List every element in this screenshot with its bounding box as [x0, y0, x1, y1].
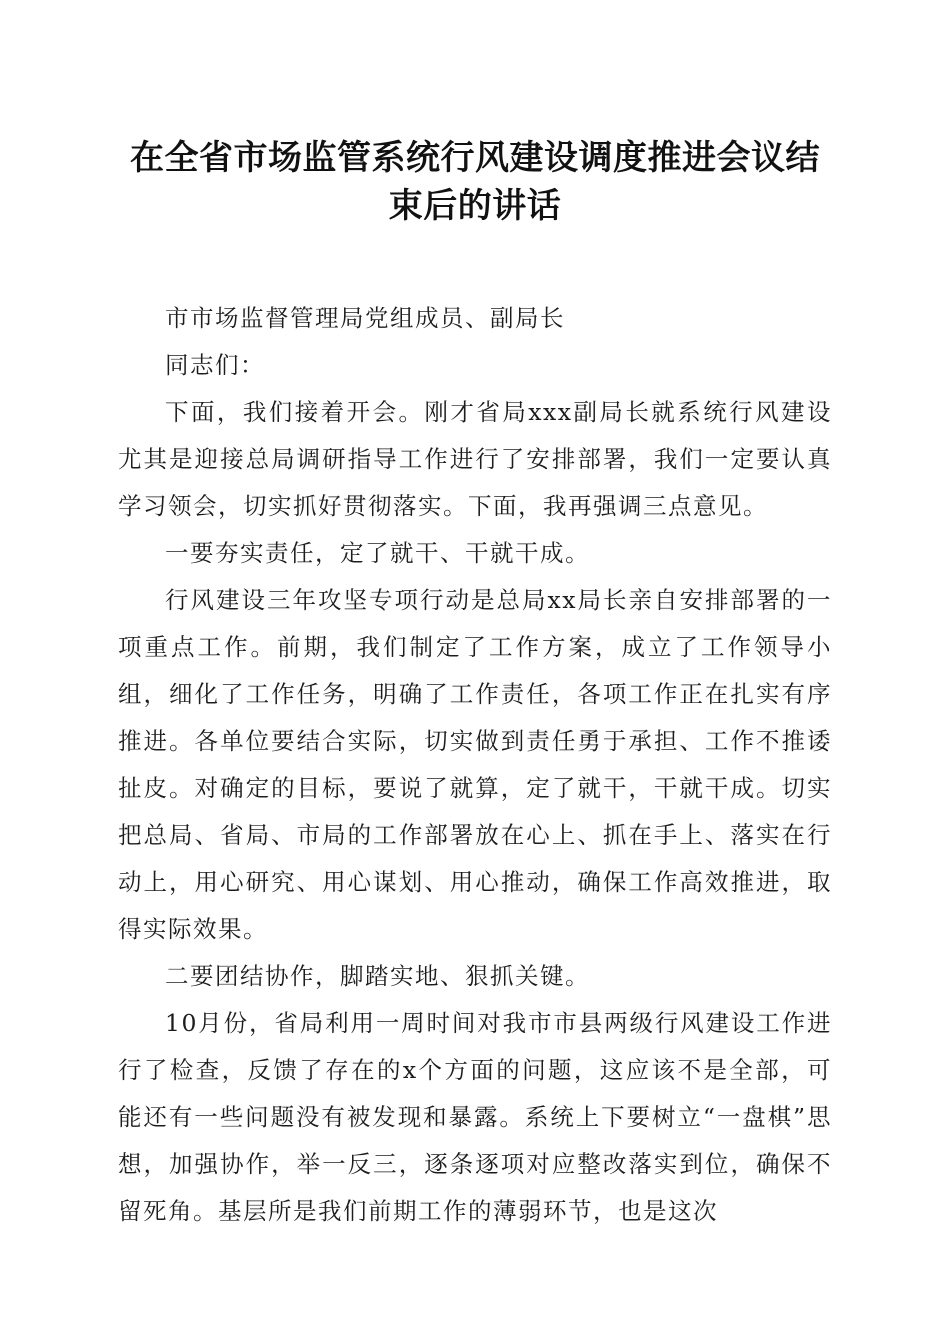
document-body: [118, 295, 832, 1235]
heading-point-1: 一要夯实责任，定了就干、干就干成。: [165, 539, 590, 567]
document-title: [118, 134, 832, 230]
paragraph-point-2: 10月份，省局利用一周时间对我市市县两级行风建设工作进行了检查，反馈了存在的x个方面的问题，这应该不是全部，可能还有一些问题没有被发现和暴露。系统上下要树立“一盘棋”思想，加强协作，举一反三，逐条逐项对应整改落实到位，确保不留死角。基层所是我们前期工作的薄弱环节，也是这次: [118, 1009, 832, 1225]
heading-point-2: 二要团结协作，脚踏实地、狠抓关键。: [165, 962, 590, 990]
paragraph-intro: 下面，我们接着开会。刚才省局xxx副局长就系统行风建设尤其是迎接总局调研指导工作进行了安排部署，我们一定要认真学习领会，切实抓好贯彻落实。下面，我再强调三点意见。: [118, 398, 832, 520]
paragraph-point-1: 行风建设三年攻坚专项行动是总局xx局长亲自安排部署的一项重点工作。前期，我们制定了工作方案，成立了工作领导小组，细化了工作任务，明确了工作责任，各项工作正在扎实有序推进。各单位要结合实际，切实做到责任勇于承担、工作不推诿扯皮。对确定的目标，要说了就算，定了就干，干就干成。切实把总局、省局、市局的工作部署放在心上、抓在手上、落实在行动上，用心研究、用心谋划、用心推动，确保工作高效推进，取得实际效果。: [118, 586, 832, 943]
salutation: 同志们：: [165, 351, 265, 379]
title-line-2: 束后的讲话: [388, 186, 562, 226]
speaker-line: 市市场监督管理局党组成员、副局长: [165, 304, 565, 332]
title-line-1: 在全省市场监管系统行风建设调度推进会议结: [130, 138, 820, 178]
